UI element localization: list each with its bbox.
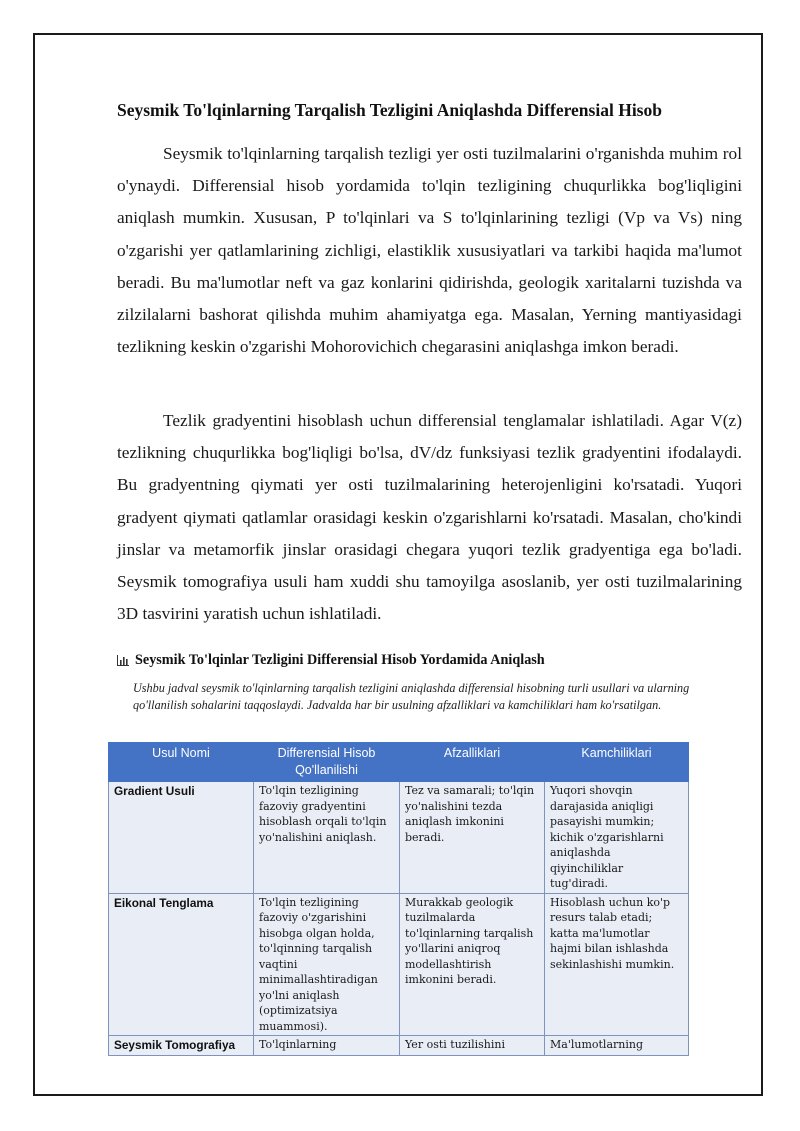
method-cell: Eikonal Tenglama	[109, 893, 254, 1036]
table-title-text: Seysmik To'lqinlar Tezligini Differensial Hisob Yordamida Aniqlash	[135, 652, 545, 668]
body-paragraph: Tezlik gradyentini hisoblash uchun differensial tenglamalar ishlatiladi. Agar V(z) tezlikning chuqurlikka bog'liqligi bo'lsa, dV/dz funksiyasi tezlik gradyentini ifodalaydi. Bu gradyentning qiymati yer osti tuzilmalarining heterojenligini ko'rsatadi. Yuqori gradyent qiymati qatlamlar orasidagi keskin o'zgarishlarni ko'rsatadi. Masalan, cho'kindi jinslar va metamorfik jinslar orasidagi chegara yuqori tezlik gradyentiga ega bo'ladi. Seysmik tomografiya usuli ham xuddi shu tamoyilga asoslanib, yer osti tuzilmalarining 3D tasvirini yaratish uchun ishlatiladi.	[117, 411, 742, 624]
application-cell: To'lqinlarning	[254, 1036, 400, 1056]
advantages-cell: Murakkab geologik tuzilmalarda to'lqinlarning tarqalish yo'llarini aniqroq modellashtirish imkonini beradi.	[400, 893, 545, 1036]
column-header-application: Differensial Hisob Qo'llanilishi	[254, 743, 400, 782]
method-cell: Gradient Usuli	[109, 782, 254, 894]
column-header-disadvantages: Kamchiliklari	[545, 743, 689, 782]
document-title: Seysmik To'lqinlarning Tarqalish Tezligini Aniqlashda Differensial Hisob	[117, 100, 662, 120]
bar-chart-icon	[117, 655, 129, 666]
disadvantages-cell: Yuqori shovqin darajasida aniqligi pasayishi mumkin; kichik o'zgarishlarni aniqlashda qiyinchiliklar tug'diradi.	[545, 782, 689, 894]
advantages-cell: Yer osti tuzilishini	[400, 1036, 545, 1056]
advantages-cell: Tez va samarali; to'lqin yo'nalishini tezda aniqlash imkonini beradi.	[400, 782, 545, 894]
method-cell: Seysmik Tomografiya	[109, 1036, 254, 1056]
column-header-advantages: Afzalliklari	[400, 743, 545, 782]
application-cell: To'lqin tezligining fazoviy gradyentini hisoblash orqali to'lqin yo'nalishini aniqlash.	[254, 782, 400, 894]
table-header-row	[109, 743, 689, 782]
column-header-method: Usul Nomi	[109, 743, 254, 782]
disadvantages-cell: Ma'lumotlarning	[545, 1036, 689, 1056]
disadvantages-cell: Hisoblash uchun ko'p resurs talab etadi; katta ma'lumotlar hajmi bilan ishlashda sekinlashishi mumkin.	[545, 893, 689, 1036]
application-cell: To'lqin tezligining fazoviy o'zgarishini hisobga olgan holda, to'lqinning tarqalish vaqtini minimallashtiradigan yo'lni aniqlash (optimizatsiya muammosi).	[254, 893, 400, 1036]
table-title	[117, 652, 545, 669]
table-description: Ushbu jadval seysmik to'lqinlarning tarqalish tezligini aniqlashda differensial hisobning turli usullari va ularning qo'llanilish sohalarini taqqoslaydi. Jadvalda har bir usulning afzalliklari va kamchiliklari ham ko'rsatilgan.	[133, 681, 690, 712]
comparison-table	[108, 742, 689, 1056]
table-row	[109, 893, 689, 1036]
table-row	[109, 1036, 689, 1056]
table-row	[109, 782, 689, 894]
body-paragraph: Seysmik to'lqinlarning tarqalish tezligi yer osti tuzilmalarini o'rganishda muhim rol o'ynaydi. Differensial hisob yordamida to'lqin tezligining chuqurlikka bog'liqligini aniqlash mumkin. Xususan, P to'lqinlari va S to'lqinlarining tezligi (Vp va Vs) ning o'zgarishi yer qatlamlarining zichligi, elastiklik xususiyatlari va tarkibi haqida ma'lumot beradi. Bu ma'lumotlar neft va gaz konlarini qidirishda, geologik xaritalarni tuzishda va zilzilalarni bashorat qilishda muhim ahamiyatga ega. Masalan, Yerning mantiyasidagi tezlikning keskin o'zgarishi Mohorovichich chegarasini aniqlashga imkon beradi.	[117, 144, 742, 357]
